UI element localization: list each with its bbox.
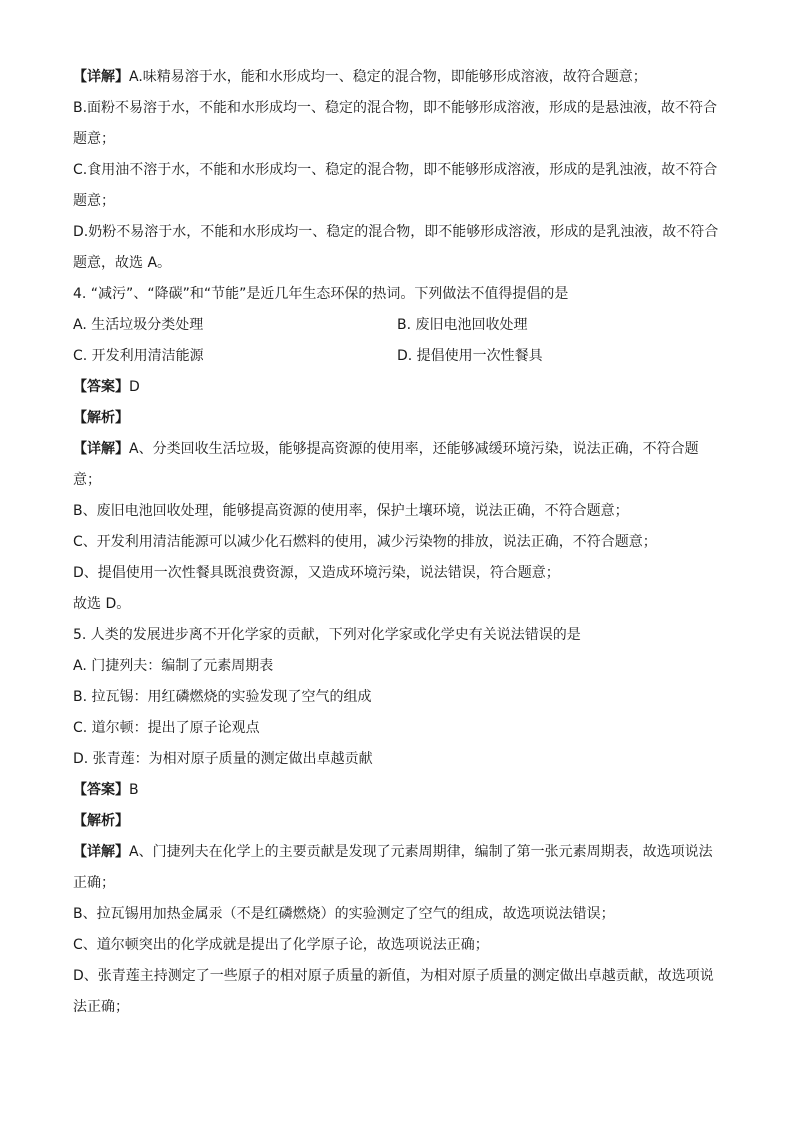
q4-detail-line-6: 故选 D。 (73, 596, 131, 612)
q4-option-b: B. 废旧电池回收处理 (397, 317, 528, 333)
q5-detail-line-1: 【详解】A、门捷列夫在化学上的主要贡献是发现了元素周期律，编制了第一张元素周期表，故选项说法 (73, 844, 713, 860)
q5-option-a: A. 门捷列夫：编制了元素周期表 (73, 658, 274, 674)
q5-option-d: D. 张青莲：为相对原子质量的测定做出卓越贡献 (73, 751, 373, 767)
document-page (73, 62, 721, 1023)
q4-analysis (73, 403, 721, 434)
q5-detail-line-2: 正确； (73, 875, 115, 891)
q5-detail-line-6: 法正确； (73, 999, 129, 1015)
q5-detail-line-4: C、道尔顿突出的化学成就是提出了化学原子论，故选项说法正确； (73, 937, 489, 953)
q5-question: 5. 人类的发展进步离不开化学家的贡献，下列对化学家或化学史有关说法错误的是 (73, 627, 581, 643)
q4-detail-line-1: 【详解】A、分类回收生活垃圾，能够提高资源的使用率，还能够减缓环境污染，说法正确，不符合题 (73, 441, 699, 457)
analysis-tag: 【解析】 (73, 410, 129, 426)
detail-tag: 【详解】 (73, 441, 129, 457)
q4-option-d: D. 提倡使用一次性餐具 (397, 348, 543, 364)
q3-detail-line-4: C.食用油不溶于水，不能和水形成均一、稳定的混合物，即不能够形成溶液，形成的是乳浊液，故不符合 (73, 162, 718, 178)
q3-detail-line-5: 题意； (73, 193, 115, 209)
q5-option-c: C. 道尔顿：提出了原子论观点 (73, 720, 260, 736)
analysis-tag: 【解析】 (73, 813, 129, 829)
q4-detail-line-5: D、提倡使用一次性餐具既浪费资源，又造成环境污染，说法错误，符合题意； (73, 565, 560, 581)
answer-tag: 【答案】 (73, 379, 129, 395)
answer-tag: 【答案】 (73, 782, 129, 798)
q5-option-b: B. 拉瓦锡：用红磷燃烧的实验发现了空气的组成 (73, 689, 372, 705)
answer-value: B (129, 782, 139, 798)
q5-answer (73, 775, 721, 806)
q4-options (73, 310, 721, 372)
q5-detail-line-5: D、张青莲主持测定了一些原子的相对原子质量的新值，为相对原子质量的测定做出卓越贡献，故选项说 (73, 968, 714, 984)
q4-detail-line-2: 意； (73, 472, 101, 488)
q3-detail-line-3: 题意； (73, 131, 115, 147)
q3-detail-line-7: 题意，故选 A。 (73, 255, 172, 271)
q5-detail-line-3: B、拉瓦锡用加热金属汞（不是红磷燃烧）的实验测定了空气的组成，故选项说法错误； (73, 906, 615, 922)
q4-option-a: A. 生活垃圾分类处理 (73, 317, 204, 333)
detail-tag: 【详解】 (73, 69, 129, 85)
q3-detail-line-1: 【详解】A.味精易溶于水，能和水形成均一、稳定的混合物，即能够形成溶液，故符合题意； (73, 69, 647, 85)
answer-value: D (129, 379, 140, 395)
q4-question: 4. “减污”、“降碳”和“节能”是近几年生态环保的热词。下列做法不值得提倡的是 (73, 286, 569, 302)
q4-detail-line-3: B、废旧电池回收处理，能够提高资源的使用率，保护土壤环境，说法正确，不符合题意； (73, 503, 629, 519)
q3-detail-line-2: B.面粉不易溶于水，不能和水形成均一、稳定的混合物，即不能够形成溶液，形成的是悬浊液，故不符合 (73, 100, 718, 116)
q4-answer (73, 372, 721, 403)
q4-option-c: C. 开发利用清洁能源 (73, 348, 204, 364)
q4-detail-line-4: C、开发利用清洁能源可以减少化石燃料的使用，减少污染物的排放，说法正确，不符合题意； (73, 534, 657, 550)
q5-analysis (73, 806, 721, 837)
detail-tag: 【详解】 (73, 844, 129, 860)
q3-detail-line-6: D.奶粉不易溶于水，不能和水形成均一、稳定的混合物，即不能够形成溶液，形成的是乳浊液，故不符合 (73, 224, 719, 240)
